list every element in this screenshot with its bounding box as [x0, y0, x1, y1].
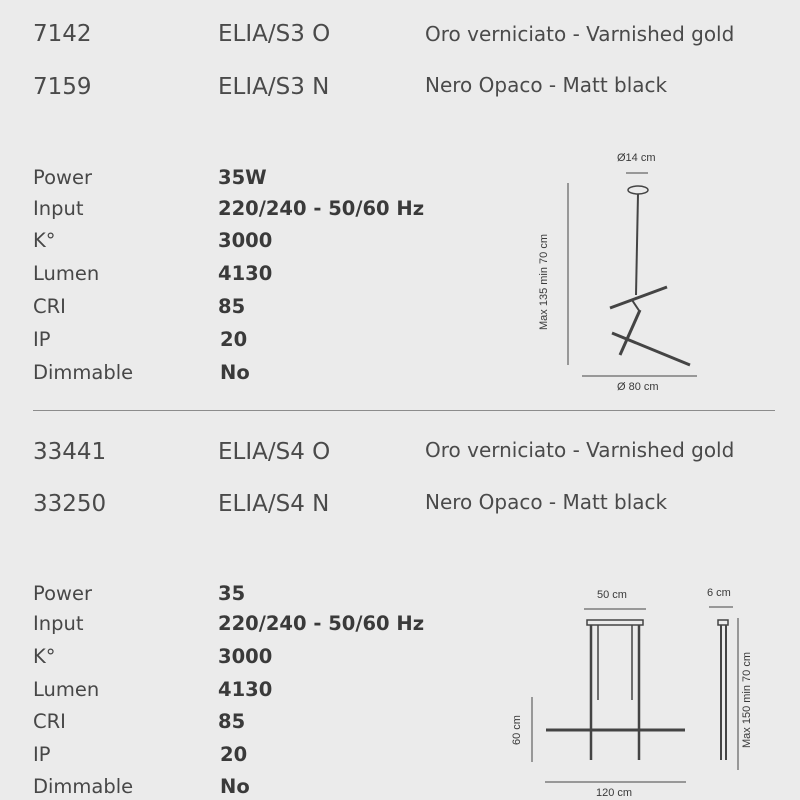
height-range-label: Max 135 min 70 cm: [538, 234, 550, 330]
spec-value-dimmable: No: [220, 775, 250, 798]
spec-value-lumen: 4130: [218, 678, 273, 701]
spec-label-kelvin: K°: [33, 229, 56, 252]
spec-label-cri: CRI: [33, 710, 66, 733]
spec-value-input: 220/240 - 50/60 Hz: [218, 197, 425, 220]
spec-label-lumen: Lumen: [33, 678, 100, 701]
spec-label-ip: IP: [33, 743, 51, 766]
finish-description: Oro verniciato - Varnished gold: [425, 438, 735, 462]
model-name: ELIA/S3 N: [218, 74, 330, 100]
spec-value-cri: 85: [218, 295, 246, 318]
spec-value-ip: 20: [220, 743, 248, 766]
spec-label-dimmable: Dimmable: [33, 361, 134, 384]
spec-value-input: 220/240 - 50/60 Hz: [218, 612, 425, 635]
spec-value-power: 35: [218, 582, 246, 605]
spec-label-input: Input: [33, 612, 84, 635]
fixture-height-label: 60 cm: [511, 715, 523, 745]
side-width-label: 6 cm: [707, 587, 731, 599]
spec-value-kelvin: 3000: [218, 229, 273, 252]
spec-label-power: Power: [33, 166, 92, 189]
spec-label-kelvin: K°: [33, 645, 56, 668]
fixture-width-label: 120 cm: [596, 787, 633, 799]
spec-value-ip: 20: [220, 328, 248, 351]
spec-label-cri: CRI: [33, 295, 66, 318]
spec-value-power: 35W: [218, 166, 267, 189]
product-code: 33441: [33, 439, 107, 465]
spec-label-dimmable: Dimmable: [33, 775, 134, 798]
product-code: 7159: [33, 74, 92, 100]
model-name: ELIA/S4 N: [218, 491, 330, 517]
spec-value-kelvin: 3000: [218, 645, 273, 668]
spec-label-input: Input: [33, 197, 84, 220]
model-name: ELIA/S4 O: [218, 439, 331, 465]
height-range-label: Max 150 min 70 cm: [741, 652, 753, 748]
spec-value-lumen: 4130: [218, 262, 273, 285]
product-code: 33250: [33, 491, 107, 517]
spec-value-dimmable: No: [220, 361, 250, 384]
finish-description: Oro verniciato - Varnished gold: [425, 22, 735, 46]
canopy-diameter-label: Ø14 cm: [617, 152, 656, 164]
spec-label-ip: IP: [33, 328, 51, 351]
finish-description: Nero Opaco - Matt black: [425, 490, 668, 514]
spec-value-cri: 85: [218, 710, 246, 733]
product-code: 7142: [33, 21, 92, 47]
model-name: ELIA/S3 O: [218, 21, 331, 47]
canopy-width-label: 50 cm: [597, 589, 627, 601]
spec-label-power: Power: [33, 582, 92, 605]
spec-label-lumen: Lumen: [33, 262, 100, 285]
fixture-diameter-label: Ø 80 cm: [617, 381, 659, 393]
finish-description: Nero Opaco - Matt black: [425, 73, 668, 97]
